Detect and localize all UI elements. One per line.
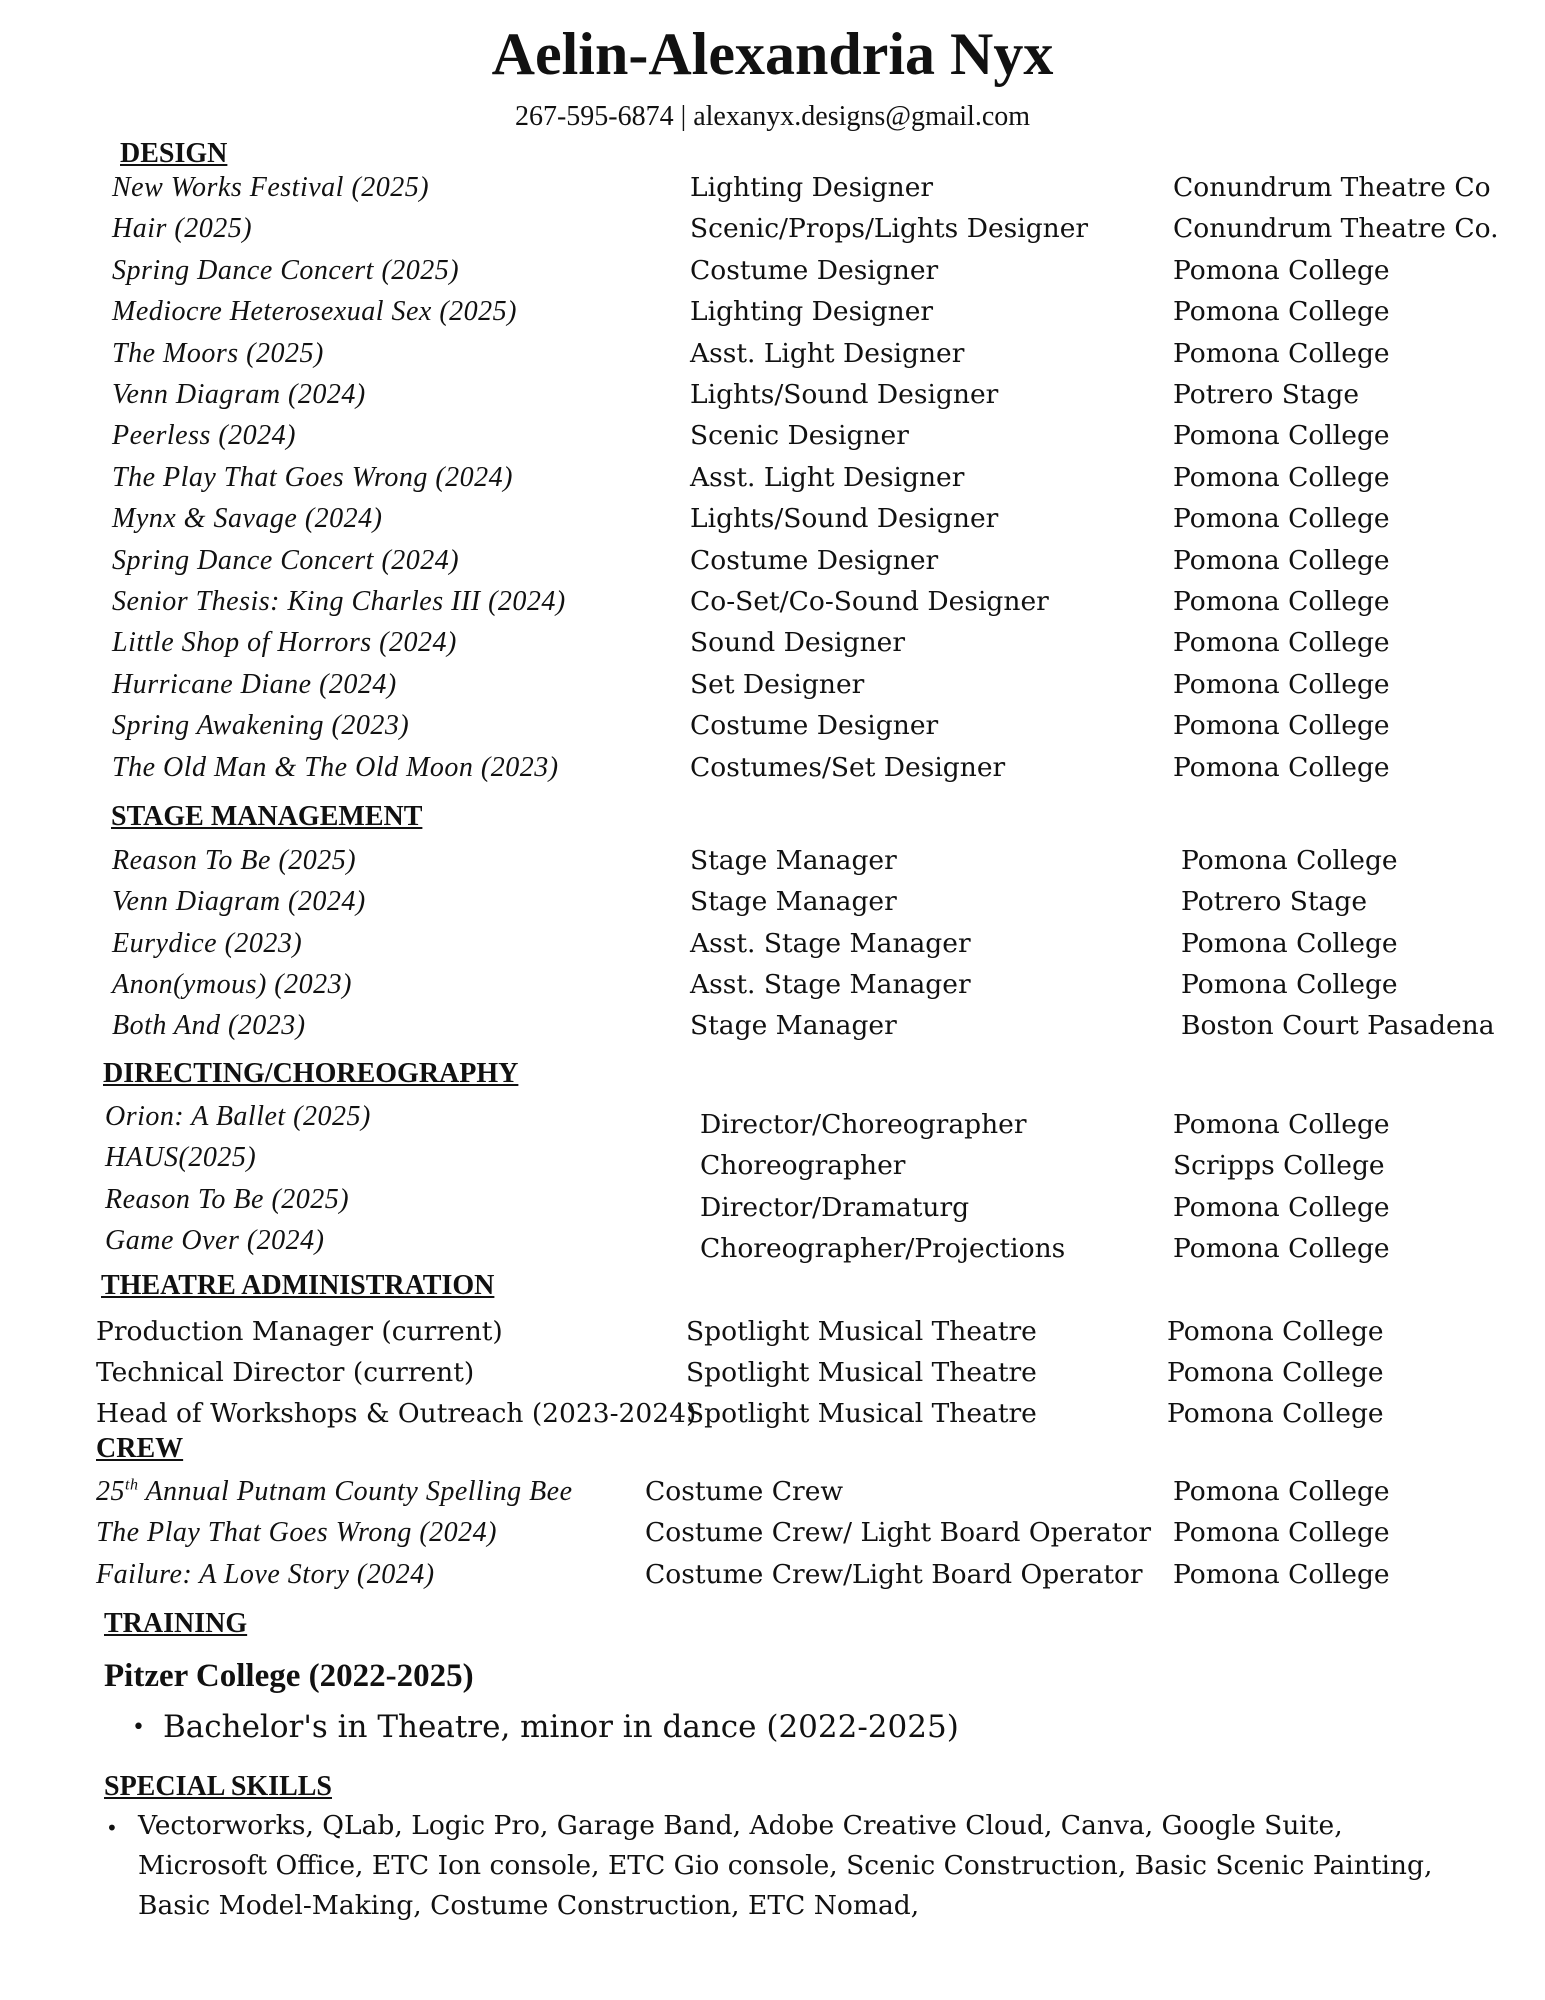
credit-org: Pomona College: [1181, 928, 1398, 959]
credit-title: Mynx & Savage (2024): [112, 503, 383, 534]
credit-org: Pomona College: [1173, 545, 1390, 576]
credit-row: [0, 843, 1545, 884]
credit-row: [0, 294, 1545, 335]
credit-role: Costumes/Set Designer: [690, 752, 1006, 783]
credit-org: Pomona College: [1173, 1559, 1390, 1590]
credit-row: [0, 1314, 1545, 1355]
credit-title: Orion: A Ballet (2025): [105, 1101, 371, 1132]
training-heading: TRAINING: [104, 1608, 248, 1639]
credit-org: Pomona College: [1173, 1476, 1390, 1507]
credit-org: Pomona College: [1173, 338, 1390, 369]
crew-heading: CREW: [96, 1433, 184, 1464]
credit-role: Costume Designer: [690, 710, 939, 741]
credit-role: Spotlight Musical Theatre: [686, 1357, 1037, 1388]
credit-org: Pomona College: [1173, 1192, 1390, 1223]
credit-org: Pomona College: [1173, 669, 1390, 700]
credit-org: Pomona College: [1173, 296, 1390, 327]
credit-org: Pomona College: [1167, 1316, 1384, 1347]
credit-role: Lighting Designer: [690, 172, 934, 203]
credit-org: Pomona College: [1173, 710, 1390, 741]
credit-org: Pomona College: [1173, 1233, 1390, 1264]
credit-role: Sound Designer: [690, 627, 906, 658]
credit-title: Hurricane Diane (2024): [112, 669, 397, 700]
credit-role: Asst. Light Designer: [690, 462, 965, 493]
credit-title: Mediocre Heterosexual Sex (2025): [112, 296, 517, 327]
credit-title: Senior Thesis: King Charles III (2024): [112, 586, 566, 617]
credit-title: [96, 1474, 573, 1510]
credit-role: Costume Crew: [645, 1476, 844, 1507]
credit-row: [0, 1355, 1545, 1396]
credit-org: Pomona College: [1181, 845, 1398, 876]
credit-role: Costume Designer: [690, 255, 939, 286]
title-ordinal-suffix: th: [125, 1476, 139, 1494]
credit-org: Pomona College: [1173, 255, 1390, 286]
credit-role: Costume Designer: [690, 545, 939, 576]
credit-role: Asst. Stage Manager: [690, 969, 971, 1000]
credit-role: Scenic Designer: [690, 420, 909, 451]
credit-org: Pomona College: [1173, 462, 1390, 493]
credit-row: [0, 1223, 1545, 1264]
credit-row: [0, 1008, 1545, 1049]
credit-title: The Moors (2025): [112, 338, 324, 369]
design-heading: DESIGN: [120, 138, 228, 169]
credit-role: Costume Crew/Light Board Operator: [645, 1559, 1143, 1590]
theatre-admin-heading: THEATRE ADMINISTRATION: [101, 1270, 495, 1301]
credit-title: Spring Awakening (2023): [112, 710, 410, 741]
credit-org: Pomona College: [1167, 1398, 1384, 1429]
credit-org: Scripps College: [1173, 1150, 1385, 1181]
credit-org: Pomona College: [1173, 420, 1390, 451]
credit-row: [0, 336, 1545, 377]
credit-row: [0, 708, 1545, 749]
credit-org: Potrero Stage: [1173, 379, 1360, 410]
credit-title: Failure: A Love Story (2024): [96, 1559, 435, 1590]
credit-row: [0, 884, 1545, 925]
credit-role: Lighting Designer: [690, 296, 934, 327]
credit-row: [0, 460, 1545, 501]
credit-row: [0, 418, 1545, 459]
credit-row: [0, 584, 1545, 625]
credit-row: [0, 750, 1545, 791]
resume-name: Aelin-Alexandria Nyx: [491, 21, 1054, 87]
credit-title: Little Shop of Horrors (2024): [112, 627, 457, 658]
credit-title: Production Manager (current): [96, 1316, 503, 1347]
credit-role: Asst. Stage Manager: [690, 928, 971, 959]
bullet-icon: •: [132, 1715, 145, 1740]
credit-row: [0, 1182, 1545, 1223]
stage-management-heading: STAGE MANAGEMENT: [111, 801, 423, 832]
credit-row: [0, 1474, 1545, 1515]
credit-title: Spring Dance Concert (2025): [112, 255, 460, 286]
credit-row: [0, 1099, 1545, 1140]
credit-row: [0, 625, 1545, 666]
credit-row: [0, 967, 1545, 1008]
credit-org: Pomona College: [1173, 503, 1390, 534]
credit-role: Director/Dramaturg: [700, 1192, 970, 1223]
credit-role: Stage Manager: [690, 1010, 897, 1041]
credit-row: [0, 170, 1545, 211]
credit-org: Pomona College: [1173, 586, 1390, 617]
credit-title: Hair (2025): [112, 213, 253, 244]
credit-role: Costume Crew/ Light Board Operator: [645, 1517, 1152, 1548]
credit-row: [0, 253, 1545, 294]
credit-role: Scenic/Props/Lights Designer: [690, 213, 1089, 244]
credit-title: Venn Diagram (2024): [112, 379, 366, 410]
credit-org: Pomona College: [1173, 752, 1390, 783]
credit-title: Anon(ymous) (2023): [112, 969, 352, 1000]
credit-role: Choreographer: [700, 1150, 906, 1181]
credit-role: Set Designer: [690, 669, 865, 700]
title-ordinal-number: 25: [96, 1476, 125, 1507]
credit-role: Spotlight Musical Theatre: [686, 1316, 1037, 1347]
credit-org: Boston Court Pasadena: [1181, 1010, 1495, 1041]
credit-row: [0, 543, 1545, 584]
credit-title: Game Over (2024): [105, 1225, 325, 1256]
credit-title: Reason To Be (2025): [112, 845, 357, 876]
credit-org: Conundrum Theatre Co: [1173, 172, 1491, 203]
credit-row: [0, 1515, 1545, 1556]
credit-title: Head of Workshops & Outreach (2023-2024): [96, 1398, 697, 1429]
credit-title: New Works Festival (2025): [112, 172, 430, 203]
credit-role: Director/Choreographer: [700, 1109, 1027, 1140]
credit-role: Lights/Sound Designer: [690, 379, 999, 410]
credit-title: The Play That Goes Wrong (2024): [96, 1517, 497, 1548]
credit-org: Pomona College: [1173, 1517, 1390, 1548]
credit-role: Lights/Sound Designer: [690, 503, 999, 534]
credit-title: Eurydice (2023): [112, 928, 303, 959]
credit-org: Conundrum Theatre Co.: [1173, 213, 1499, 244]
credit-row: [0, 377, 1545, 418]
title-remainder: Annual Putnam County Spelling Bee: [138, 1476, 573, 1507]
credit-title: The Play That Goes Wrong (2024): [112, 462, 513, 493]
credit-role: Choreographer/Projections: [700, 1233, 1066, 1264]
credit-title: Both And (2023): [112, 1010, 306, 1041]
special-skills-heading: SPECIAL SKILLS: [104, 1771, 332, 1802]
credit-row: [0, 667, 1545, 708]
credit-title: Technical Director (current): [96, 1357, 475, 1388]
credit-org: Pomona College: [1173, 1109, 1390, 1140]
directing-heading: DIRECTING/CHOREOGRAPHY: [103, 1058, 519, 1089]
credit-org: Pomona College: [1181, 969, 1398, 1000]
contact-line: 267-595-6874 | alexanyx.designs@gmail.com: [514, 101, 1031, 132]
credit-row: [0, 1140, 1545, 1181]
credit-title: HAUS(2025): [105, 1142, 257, 1173]
credit-org: Pomona College: [1167, 1357, 1384, 1388]
credit-title: Venn Diagram (2024): [112, 886, 366, 917]
credit-title: Reason To Be (2025): [105, 1184, 350, 1215]
credit-role: Stage Manager: [690, 845, 897, 876]
credit-row: [0, 926, 1545, 967]
credit-title: The Old Man & The Old Moon (2023): [112, 752, 559, 783]
credit-role: Stage Manager: [690, 886, 897, 917]
credit-role: Co-Set/Co-Sound Designer: [690, 586, 1049, 617]
training-school: Pitzer College (2022-2025): [104, 1658, 474, 1694]
credit-row: [0, 1396, 1545, 1437]
credit-row: [0, 501, 1545, 542]
credit-role: Asst. Light Designer: [690, 338, 965, 369]
credit-row: [0, 1557, 1545, 1598]
bullet-icon: •: [106, 1816, 118, 1840]
credit-role: Spotlight Musical Theatre: [686, 1398, 1037, 1429]
training-degree: Bachelor's in Theatre, minor in dance (2022-2025): [163, 1709, 959, 1745]
credit-title: Peerless (2024): [112, 420, 297, 451]
credit-org: Potrero Stage: [1181, 886, 1368, 917]
skills-list: Vectorworks, QLab, Logic Pro, Garage Band, Adobe Creative Cloud, Canva, Google Suite, Microsoft Office, ETC Ion console, ETC Gio console, Scenic Construction, Basic Scenic Painting, Basic Model-Making, Costume Construction, ETC Nomad,: [138, 1810, 1433, 1921]
credit-title: Spring Dance Concert (2024): [112, 545, 460, 576]
credit-row: [0, 211, 1545, 252]
credit-org: Pomona College: [1173, 627, 1390, 658]
